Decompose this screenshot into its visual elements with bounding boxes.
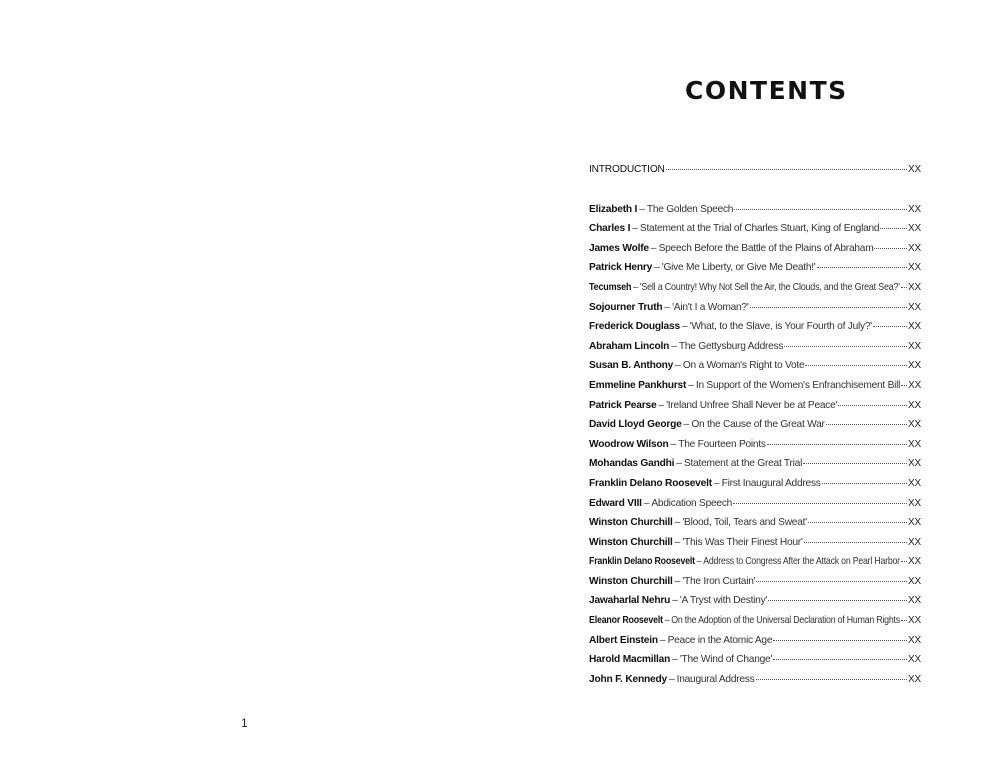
toc-page-number: XX — [908, 477, 921, 489]
toc-speaker: Susan B. Anthony — [589, 360, 674, 372]
toc-page-number: XX — [908, 203, 921, 215]
toc-separator: – — [659, 634, 666, 646]
toc-entry-text — [589, 243, 873, 254]
toc-page-number: XX — [908, 654, 921, 666]
toc-speech-title: 'Sell a Country! Why Not Sell the Air, the Clouds, and the Great Sea?' — [639, 281, 900, 293]
toc-page-number: XX — [908, 615, 921, 627]
toc-entry-text — [589, 262, 816, 273]
toc-separator: – — [683, 419, 690, 431]
toc-separator: – — [658, 399, 665, 411]
toc-entry-text — [589, 164, 665, 175]
toc-page-number: XX — [908, 301, 921, 313]
toc-separator: – — [654, 262, 660, 274]
toc-entry[interactable] — [589, 458, 921, 478]
toc-entry-text — [589, 674, 755, 685]
toc-speaker: David Lloyd George — [589, 419, 682, 431]
toc-separator: – — [664, 615, 670, 627]
toc-speech-title: Statement at the Trial of Charles Stuart, King of England — [639, 223, 880, 235]
toc-entry-text — [589, 595, 767, 606]
toc-speech-title: 'Ireland Unfree Shall Never be at Peace' — [666, 399, 838, 411]
dot-leader — [901, 620, 907, 621]
toc-page-number: XX — [908, 497, 921, 509]
toc-entry[interactable] — [589, 419, 921, 439]
dot-leader — [803, 463, 907, 464]
toc-separator: – — [639, 203, 645, 215]
toc-speech-title: Statement at the Great Trial — [683, 458, 803, 470]
toc-speaker: John F. Kennedy — [589, 673, 667, 685]
toc-separator: – — [633, 281, 639, 293]
toc-entry-text — [589, 400, 837, 411]
toc-page-number: XX — [908, 321, 921, 333]
toc-separator: – — [688, 379, 694, 391]
toc-entry[interactable] — [589, 223, 921, 243]
toc-entry[interactable] — [589, 674, 921, 694]
dot-leader — [804, 542, 907, 543]
toc-entry-text — [589, 281, 900, 293]
toc-entry-text — [589, 204, 733, 215]
dot-leader — [666, 169, 907, 170]
toc-speech-title: Inaugural Address — [676, 673, 755, 685]
toc-entry-text — [589, 498, 732, 509]
toc-separator: – — [681, 321, 688, 333]
toc-speech-title: Peace in the Atomic Age — [667, 634, 773, 646]
toc-speech-title: 'Ain't I a Woman?' — [672, 301, 749, 313]
toc-speaker: Abraham Lincoln — [589, 340, 670, 352]
toc-page-number: XX — [908, 419, 921, 431]
toc-entry[interactable] — [589, 400, 921, 420]
toc-entry-text — [589, 576, 755, 587]
dot-leader — [826, 424, 907, 425]
toc-entry-text — [589, 223, 879, 234]
toc-entry[interactable] — [589, 243, 921, 263]
toc-entry[interactable] — [589, 360, 921, 380]
toc-separator: – — [674, 575, 681, 587]
toc-entry-text — [589, 360, 804, 371]
toc-entry[interactable] — [589, 380, 921, 400]
toc-page-number: XX — [908, 575, 921, 587]
toc-page-number: XX — [908, 595, 921, 607]
dot-leader — [733, 503, 907, 504]
toc-speech-title: 'What, to the Slave, is Your Fourth of July?' — [689, 321, 872, 333]
dot-leader — [734, 209, 907, 210]
dot-leader — [873, 326, 907, 327]
toc-page-number: XX — [908, 673, 921, 685]
toc-speech-title: Abdication Speech — [651, 497, 733, 509]
contents-heading: CONTENTS — [685, 76, 848, 105]
toc-speech-title: Address to Congress After the Attack on Pearl Harbor — [703, 556, 900, 568]
toc-speaker: Patrick Pearse — [589, 399, 657, 411]
toc-speech-title: 'This Was Their Finest Hour' — [682, 536, 803, 548]
toc-speaker: Tecumseh — [589, 281, 632, 293]
toc-entry-text — [589, 615, 900, 627]
toc-speaker: Winston Churchill — [589, 517, 673, 529]
toc-separator: – — [643, 497, 650, 509]
toc-page-number: XX — [908, 556, 921, 568]
toc-page-number: XX — [908, 438, 921, 450]
toc-entry-text — [589, 302, 749, 313]
toc-speech-title: On the Adoption of the Universal Declaration of Human Rights — [671, 615, 900, 627]
dot-leader — [808, 522, 907, 523]
toc-entry-text — [589, 458, 802, 469]
toc-entry[interactable] — [589, 321, 921, 341]
toc-speech-title: The Golden Speech — [646, 203, 734, 215]
toc-speaker: Franklin Delano Roosevelt — [589, 556, 695, 568]
toc-page-number: XX — [908, 262, 921, 274]
toc-speaker: James Wolfe — [589, 242, 649, 254]
toc-speaker: Winston Churchill — [589, 575, 673, 587]
toc-entry[interactable] — [589, 576, 921, 596]
toc-page-number: XX — [908, 223, 921, 235]
toc-speech-title: Speech Before the Battle of the Plains of Abraham — [658, 242, 874, 254]
dot-leader — [901, 561, 907, 562]
toc-speaker: Woodrow Wilson — [589, 438, 669, 450]
toc-entry-text — [589, 419, 825, 430]
toc-entry-text — [589, 556, 900, 568]
toc-entry[interactable] — [589, 204, 921, 224]
toc-speaker: Frederick Douglass — [589, 321, 680, 333]
toc-separator: – — [672, 654, 678, 666]
toc-entry-text — [589, 321, 872, 332]
toc-separator: – — [676, 458, 682, 470]
dot-leader — [767, 444, 907, 445]
toc-entry[interactable] — [589, 615, 921, 635]
toc-entry[interactable] — [589, 439, 921, 459]
toc-page-number: XX — [908, 458, 921, 470]
right-page — [500, 0, 1000, 765]
toc-page-number: XX — [908, 379, 922, 391]
toc-entry[interactable] — [589, 498, 921, 518]
toc-entry[interactable] — [589, 635, 921, 655]
toc-speaker: Patrick Henry — [589, 262, 653, 274]
toc-separator: – — [668, 673, 675, 685]
dot-leader — [773, 640, 907, 641]
toc-separator: – — [672, 595, 678, 607]
toc-page-number: XX — [908, 536, 921, 548]
toc-speaker: Emmeline Pankhurst — [589, 379, 687, 391]
dot-leader — [838, 405, 907, 406]
toc-separator: – — [664, 301, 671, 313]
toc-speaker: Albert Einstein — [589, 634, 658, 646]
toc-entry[interactable] — [589, 537, 921, 557]
toc-entry-text — [589, 654, 772, 665]
toc-entry[interactable] — [589, 595, 921, 615]
toc-speaker: Edward VIII — [589, 497, 642, 509]
toc-page-number: XX — [908, 281, 921, 293]
dot-leader — [756, 679, 908, 680]
toc-separator: – — [713, 477, 720, 489]
toc-speaker: Jawaharlal Nehru — [589, 595, 671, 607]
toc-entry-text — [589, 635, 772, 646]
table-of-contents — [589, 164, 921, 693]
dot-leader — [805, 365, 907, 366]
toc-speaker: Charles I — [589, 223, 631, 235]
dot-leader — [817, 267, 907, 268]
toc-speech-title: 'The Wind of Change' — [679, 654, 773, 666]
toc-speech-title: 'Blood, Toil, Tears and Sweat' — [682, 517, 807, 529]
toc-entry[interactable] — [589, 556, 921, 576]
toc-speech-title: First Inaugural Address — [721, 477, 821, 489]
toc-speaker: Eleanor Roosevelt — [589, 615, 663, 627]
toc-page-number: XX — [908, 517, 921, 529]
toc-speaker: Franklin Delano Roosevelt — [589, 477, 712, 489]
toc-separator: – — [632, 223, 638, 235]
toc-entry[interactable] — [589, 341, 921, 361]
toc-page-number: XX — [908, 242, 921, 254]
toc-introduction-label: INTRODUCTION — [589, 164, 665, 175]
toc-speech-title: On a Woman's Right to Vote — [682, 360, 805, 372]
dot-leader — [750, 307, 908, 308]
toc-separator: – — [674, 536, 681, 548]
toc-separator: – — [670, 438, 677, 450]
dot-leader — [768, 600, 907, 601]
toc-entry-text — [589, 537, 803, 548]
toc-entry[interactable] — [589, 478, 921, 498]
toc-speaker: Harold Macmillan — [589, 654, 671, 666]
toc-page-number: XX — [908, 634, 921, 646]
toc-entry[interactable] — [589, 654, 921, 674]
toc-speech-title: The Fourteen Points — [678, 438, 766, 450]
toc-entry-introduction[interactable] — [589, 164, 921, 184]
toc-entry-text — [589, 439, 766, 450]
dot-leader — [901, 287, 907, 288]
toc-speech-title: 'A Tryst with Destiny' — [679, 595, 768, 607]
page-number: 1 — [241, 716, 248, 730]
toc-speech-title: The Gettysburg Address — [678, 340, 784, 352]
toc-entry[interactable] — [589, 282, 921, 302]
dot-leader — [822, 483, 907, 484]
toc-speaker: Mohandas Gandhi — [589, 458, 675, 470]
toc-speech-title: On the Cause of the Great War — [691, 419, 825, 431]
toc-page-number: XX — [908, 164, 921, 175]
toc-entry-text — [589, 341, 783, 352]
toc-separator: – — [650, 242, 657, 254]
toc-separator: – — [675, 360, 681, 372]
toc-speech-title: In Support of the Women's Enfranchisement Bill — [695, 379, 901, 391]
toc-entry-text — [589, 517, 807, 528]
dot-leader — [756, 581, 907, 582]
dot-leader — [773, 659, 907, 660]
toc-separator: – — [696, 556, 702, 568]
toc-entry[interactable] — [589, 302, 921, 322]
toc-entry-text — [589, 380, 900, 391]
toc-page-number: XX — [908, 360, 921, 372]
dot-leader — [784, 346, 907, 347]
toc-page-number: XX — [908, 399, 921, 411]
toc-page-number: XX — [908, 340, 921, 352]
dot-leader — [880, 228, 907, 229]
toc-separator: – — [671, 340, 677, 352]
toc-entry[interactable] — [589, 262, 921, 282]
toc-entry[interactable] — [589, 517, 921, 537]
dot-leader — [901, 385, 907, 386]
dot-leader — [874, 248, 907, 249]
toc-speaker: Sojourner Truth — [589, 301, 663, 313]
toc-speaker: Elizabeth I — [589, 203, 638, 215]
toc-speech-title: 'Give Me Liberty, or Give Me Death!' — [661, 262, 816, 274]
toc-speaker: Winston Churchill — [589, 536, 673, 548]
toc-separator: – — [674, 517, 681, 529]
toc-entry-text — [589, 478, 821, 489]
toc-speech-title: 'The Iron Curtain' — [682, 575, 756, 587]
